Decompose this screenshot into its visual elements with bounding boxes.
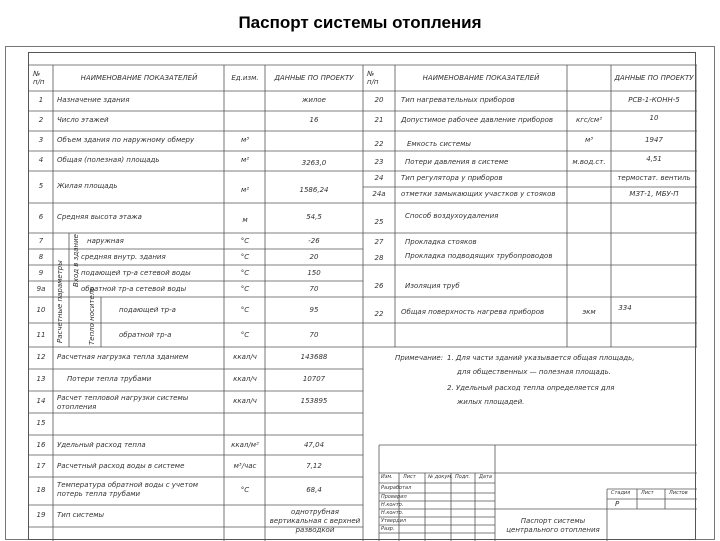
row-name: Способ воздухоудаления	[405, 212, 499, 220]
row-name: Общая (полезная) площадь	[57, 156, 160, 164]
row-value: 4,51	[646, 155, 662, 163]
row-unit: экм	[582, 308, 596, 316]
row-unit: ккал/ч	[233, 375, 257, 383]
row-unit: °C	[240, 306, 250, 314]
group-label-building-input: Вход в здание	[72, 234, 80, 287]
row-name: средняя внутр. здания	[81, 253, 166, 261]
row-name: Потери тепла трубами	[67, 375, 152, 383]
row-value: 68,4	[306, 486, 322, 494]
row-num: 6	[38, 213, 44, 221]
stamp-sheet-label: Лист	[641, 490, 654, 496]
notes-label: Примечание:	[395, 354, 444, 362]
row-unit: °C	[240, 285, 250, 293]
stamp-row-label: Разработал	[381, 485, 412, 491]
row-value: МЗТ-1, МБУ-П	[629, 190, 679, 198]
row-name: подающей тр-а	[119, 306, 176, 314]
row-num: 21	[374, 116, 384, 124]
row-unit: °C	[240, 253, 250, 261]
row-num: 5	[38, 182, 44, 190]
row-value: 10707	[302, 375, 326, 383]
row-name: Изоляция труб	[405, 282, 460, 290]
left-header-unit: Ед.изм.	[231, 74, 259, 82]
row-num: 17	[36, 462, 46, 470]
left-header-name: НАИМЕНОВАНИЕ ПОКАЗАТЕЛЕЙ	[80, 74, 198, 82]
row-num: 10	[36, 306, 46, 314]
row-name: Потери давления в системе	[405, 158, 509, 166]
row-num: 24а	[372, 190, 386, 198]
stamp-doc-title: Паспорт системы центрального отопления	[506, 517, 600, 535]
row-unit: м²	[240, 156, 250, 164]
row-num: 26	[374, 282, 384, 290]
row-value: 143688	[300, 353, 328, 361]
row-value: 3263,0	[301, 159, 327, 167]
row-name: Объем здания по наружному обмеру	[57, 136, 195, 144]
row-num: 16	[36, 441, 46, 449]
row-num: 13	[36, 375, 46, 383]
row-name: Расчет тепловой нагрузки системы отопления	[57, 394, 189, 412]
row-num: 28	[374, 254, 384, 262]
row-unit: ккал/м²	[231, 441, 259, 449]
row-num: 19	[36, 511, 46, 519]
row-value: 7,12	[306, 462, 322, 470]
row-value: 47,04	[303, 441, 325, 449]
row-value: 10	[649, 114, 659, 122]
stamp-row-label: Н.контр.	[381, 502, 404, 508]
row-name: отметки замыкающих участков у стояков	[401, 190, 556, 198]
row-unit: °C	[240, 269, 250, 277]
row-name: обратной тр-а	[119, 331, 172, 339]
row-num: 3	[38, 136, 44, 144]
stamp-row-label: Н.контр.	[381, 510, 404, 516]
row-value: 150	[307, 269, 321, 277]
row-unit: м³	[584, 136, 594, 144]
stamp-col-label: Лист	[403, 474, 416, 480]
row-unit: м	[242, 216, 248, 224]
row-name: Тип регулятора у приборов	[401, 174, 503, 182]
row-num: 22	[374, 310, 384, 318]
row-value: 153895	[300, 397, 328, 405]
right-header-name: НАИМЕНОВАНИЕ ПОКАЗАТЕЛЕЙ	[422, 74, 540, 82]
note-line: 2. Удельный расход тепла определяется для	[447, 384, 615, 392]
row-unit: ккал/ч	[233, 353, 257, 361]
row-unit: °C	[240, 237, 250, 245]
row-unit: м²	[240, 186, 250, 194]
row-name: Прокладка стояков	[405, 238, 477, 246]
stamp-sheets-label: Листов	[669, 490, 688, 496]
row-num: 20	[374, 96, 384, 104]
row-value: 70	[309, 285, 319, 293]
row-value: 334	[618, 304, 632, 312]
row-name: Жилая площадь	[57, 182, 118, 190]
row-name: Тип нагревательных приборов	[401, 96, 515, 104]
row-num: 24	[374, 174, 384, 182]
stamp-col-label: № докум.	[428, 474, 453, 480]
row-num: 2	[38, 116, 44, 124]
slide-title: Паспорт системы отопления	[238, 13, 482, 32]
row-unit: м³/час	[233, 462, 257, 470]
stamp-col-label: Подп.	[455, 474, 471, 480]
left-header-num: № п/п	[33, 70, 45, 87]
right-header-num: № п/п	[367, 70, 379, 87]
row-value: 20	[309, 253, 319, 261]
row-num: 11	[36, 331, 46, 339]
row-value: РСВ-1-КОНН-5	[628, 96, 680, 104]
row-name: Расчетная нагрузка тепла зданием	[57, 353, 189, 361]
row-value: термостат. вентиль	[617, 174, 691, 182]
row-num: 9	[38, 269, 44, 277]
row-num: 14	[36, 397, 46, 405]
row-unit: м.вод.ст.	[572, 158, 606, 166]
row-num: 7	[38, 237, 44, 245]
stamp-row-label: Разр.	[381, 526, 395, 532]
row-value: -26	[308, 237, 320, 245]
left-header-value: ДАННЫЕ ПО ПРОЕКТУ	[274, 74, 354, 82]
row-unit: м³	[240, 136, 250, 144]
group-label-heat-carrier: Тепло носитель	[88, 286, 96, 345]
row-value: однотрубная вертикальная с верхней разводкой	[269, 508, 361, 535]
row-num: 22	[374, 140, 384, 148]
stamp-row-label: Проверил	[381, 494, 407, 500]
row-name: Число этажей	[57, 116, 109, 124]
row-value: 70	[309, 331, 319, 339]
row-value: 54,5	[306, 213, 322, 221]
row-name: наружная	[87, 237, 124, 245]
row-name: Назначение здания	[57, 96, 130, 104]
row-unit: ккал/ч	[233, 397, 257, 405]
row-num: 8	[38, 253, 44, 261]
row-num: 12	[36, 353, 46, 361]
row-value: 1947	[645, 136, 663, 144]
row-value: 16	[309, 116, 319, 124]
row-name: Прокладка подводящих трубопроводов	[405, 252, 553, 260]
row-unit: °C	[240, 486, 250, 494]
note-line: 1. Для части зданий указывается общая площадь,	[447, 354, 635, 362]
row-value: 95	[309, 306, 319, 314]
row-num: 1	[38, 96, 44, 104]
group-label-calc-params: Расчетные параметры	[56, 260, 64, 343]
row-value: жилое	[302, 96, 326, 104]
row-unit: кгс/см²	[575, 116, 603, 124]
stamp-stage-label: Стадия	[611, 490, 631, 496]
row-value: 1586,24	[299, 186, 329, 194]
row-num: 9а	[36, 285, 46, 293]
row-num: 4	[38, 156, 44, 164]
row-num: 23	[374, 158, 384, 166]
row-name: Удельный расход тепла	[57, 441, 146, 449]
row-name: Тип системы	[57, 511, 105, 519]
row-name: Средняя высота этажа	[57, 213, 142, 221]
row-num: 18	[36, 486, 46, 494]
row-num: 15	[36, 419, 46, 427]
row-num: 25	[374, 218, 384, 226]
stamp-row-label: Утвердил	[381, 518, 407, 524]
row-name: Емкость системы	[407, 140, 471, 148]
slide-title-bar	[0, 0, 720, 46]
row-name: подающей тр-а сетевой воды	[81, 269, 191, 277]
note-line: жилых площадей.	[457, 398, 525, 406]
stamp-row-label: Изм.	[381, 474, 393, 480]
stamp-col-label: Дата	[479, 474, 492, 480]
row-name: Общая поверхность нагрева приборов	[401, 308, 545, 316]
passport-sheet	[28, 52, 696, 540]
row-num: 27	[374, 238, 384, 246]
row-name: Температура обратной воды с учетом потерь тепла трубами	[57, 481, 199, 499]
stamp-stage-value: Р	[615, 500, 620, 508]
row-name: обратной тр-а сетевой воды	[81, 285, 187, 293]
note-line: для общественных — полезная площадь.	[457, 368, 611, 376]
row-name: Расчетный расход воды в системе	[57, 462, 185, 470]
right-header-value: ДАННЫЕ ПО ПРОЕКТУ	[614, 74, 694, 82]
row-name: Допустимое рабочее давление приборов	[401, 116, 554, 124]
row-unit: °C	[240, 331, 250, 339]
